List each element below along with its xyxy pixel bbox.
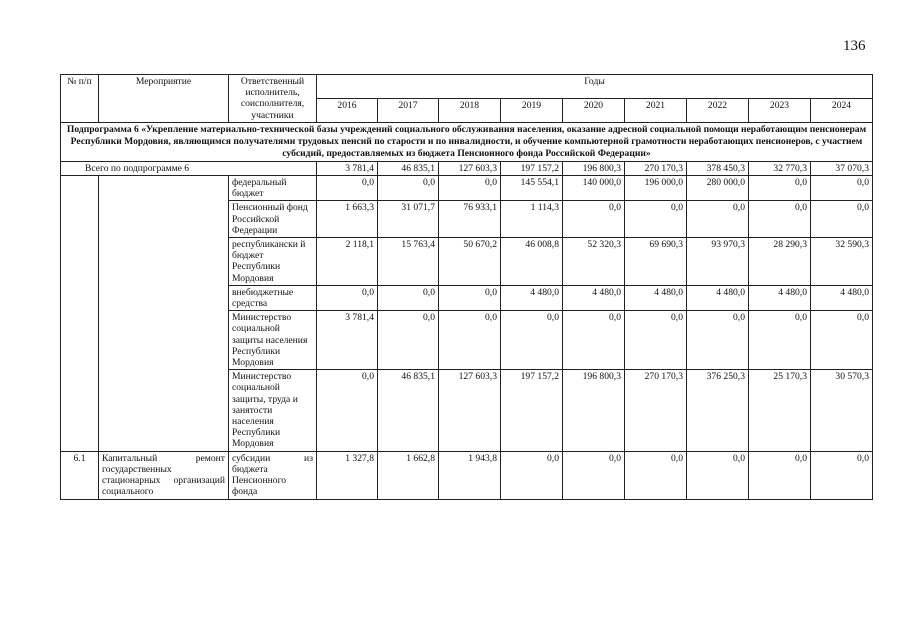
value-cell: 3 781,4	[317, 311, 378, 370]
value-cell: 0,0	[625, 451, 687, 499]
value-cell: 50 670,2	[439, 238, 501, 286]
total-value: 32 770,3	[749, 161, 811, 175]
value-cell: 30 570,3	[811, 370, 873, 451]
source-label: Министерство социальной защиты, труда и занятости населения Республики Мордовия	[229, 370, 317, 451]
value-cell: 270 170,3	[625, 370, 687, 451]
total-value: 196 800,3	[563, 161, 625, 175]
total-value: 270 170,3	[625, 161, 687, 175]
value-cell: 0,0	[749, 176, 811, 201]
value-cell: 0,0	[625, 201, 687, 238]
year-cell: 2022	[687, 98, 749, 122]
value-cell: 0,0	[439, 311, 501, 370]
value-cell: 46 835,1	[378, 370, 439, 451]
source-label: республикански й бюджет Республики Мордовия	[229, 238, 317, 286]
value-cell: 0,0	[501, 451, 563, 499]
value-cell: 0,0	[501, 311, 563, 370]
year-cell: 2024	[811, 98, 873, 122]
year-cell: 2020	[563, 98, 625, 122]
value-cell: 0,0	[749, 201, 811, 238]
source-row-federal	[61, 176, 873, 201]
header-years: Годы	[317, 75, 873, 99]
value-cell: 0,0	[749, 451, 811, 499]
item-source: субсидии из бюджета Пенсионного фонда	[229, 451, 317, 499]
value-cell: 69 690,3	[625, 238, 687, 286]
subprogram-row	[61, 122, 873, 161]
blank-event-cell	[99, 176, 229, 452]
value-cell: 1 663,3	[317, 201, 378, 238]
value-cell: 0,0	[811, 311, 873, 370]
page-number: 136	[843, 38, 866, 54]
value-cell: 1 662,8	[378, 451, 439, 499]
item-number: 6.1	[61, 451, 99, 499]
total-label: Всего по подпрограмме 6	[61, 161, 317, 175]
year-cell: 2016	[317, 98, 378, 122]
value-cell: 2 118,1	[317, 238, 378, 286]
year-cell: 2018	[439, 98, 501, 122]
value-cell: 0,0	[378, 285, 439, 310]
value-cell: 93 970,3	[687, 238, 749, 286]
value-cell: 0,0	[378, 311, 439, 370]
value-cell: 196 000,0	[625, 176, 687, 201]
value-cell: 280 000,0	[687, 176, 749, 201]
value-cell: 127 603,3	[439, 370, 501, 451]
value-cell: 4 480,0	[687, 285, 749, 310]
value-cell: 197 157,2	[501, 370, 563, 451]
value-cell: 140 000,0	[563, 176, 625, 201]
subprogram-title: Подпрограмма 6 «Укрепление материально-технической базы учреждений социального обслуживания населения, оказание адресной социальной помощи неработающим пенсионерам Республики Мордовия, являющимся получателями трудовых пенсий по старости и по инвалидности, и обучение компьютерной грамотности неработающих пенсионеров, с участием субсидий, предоставляемых из бюджета Пенсионного фонда Российской Федерации»	[61, 122, 873, 161]
value-cell: 4 480,0	[749, 285, 811, 310]
value-cell: 28 290,3	[749, 238, 811, 286]
value-cell: 0,0	[563, 201, 625, 238]
header-row-1	[61, 75, 873, 99]
value-cell: 0,0	[317, 370, 378, 451]
source-label: федеральный бюджет	[229, 176, 317, 201]
value-cell: 52 320,3	[563, 238, 625, 286]
value-cell: 0,0	[687, 311, 749, 370]
value-cell: 0,0	[811, 176, 873, 201]
source-label: Пенсионный фонд Российской Федерации	[229, 201, 317, 238]
value-cell: 0,0	[811, 451, 873, 499]
value-cell: 0,0	[563, 311, 625, 370]
value-cell: 0,0	[687, 201, 749, 238]
value-cell: 0,0	[439, 176, 501, 201]
item-event: Капитальный ремонт государственных стационарных организаций социального	[99, 451, 229, 499]
value-cell: 0,0	[687, 451, 749, 499]
value-cell: 0,0	[749, 311, 811, 370]
value-cell: 0,0	[625, 311, 687, 370]
year-cell: 2019	[501, 98, 563, 122]
year-cell: 2021	[625, 98, 687, 122]
value-cell: 1 114,3	[501, 201, 563, 238]
header-num: № п/п	[61, 75, 99, 123]
value-cell: 1 327,8	[317, 451, 378, 499]
value-cell: 0,0	[317, 285, 378, 310]
value-cell: 0,0	[378, 176, 439, 201]
value-cell: 4 480,0	[811, 285, 873, 310]
total-row	[61, 161, 873, 175]
value-cell: 32 590,3	[811, 238, 873, 286]
total-value: 197 157,2	[501, 161, 563, 175]
header-event: Мероприятие	[99, 75, 229, 123]
source-label: внебюджетные средства	[229, 285, 317, 310]
year-cell: 2017	[378, 98, 439, 122]
value-cell: 76 933,1	[439, 201, 501, 238]
value-cell: 196 800,3	[563, 370, 625, 451]
value-cell: 25 170,3	[749, 370, 811, 451]
header-responsible: Ответственный исполнитель, соисполнителя, участники	[229, 75, 317, 123]
value-cell: 0,0	[439, 285, 501, 310]
value-cell: 4 480,0	[501, 285, 563, 310]
value-cell: 145 554,1	[501, 176, 563, 201]
value-cell: 0,0	[811, 201, 873, 238]
item-6-1-row	[61, 451, 873, 499]
year-cell: 2023	[749, 98, 811, 122]
total-value: 127 603,3	[439, 161, 501, 175]
value-cell: 46 008,8	[501, 238, 563, 286]
total-value: 3 781,4	[317, 161, 378, 175]
budget-table	[60, 74, 873, 500]
blank-num-cell	[61, 176, 99, 452]
total-value: 37 070,3	[811, 161, 873, 175]
value-cell: 0,0	[563, 451, 625, 499]
value-cell: 31 071,7	[378, 201, 439, 238]
value-cell: 0,0	[317, 176, 378, 201]
source-label: Министерство социальной защиты населения Республики Мордовия	[229, 311, 317, 370]
value-cell: 376 250,3	[687, 370, 749, 451]
total-value: 378 450,3	[687, 161, 749, 175]
total-value: 46 835,1	[378, 161, 439, 175]
value-cell: 4 480,0	[625, 285, 687, 310]
value-cell: 4 480,0	[563, 285, 625, 310]
value-cell: 1 943,8	[439, 451, 501, 499]
value-cell: 15 763,4	[378, 238, 439, 286]
